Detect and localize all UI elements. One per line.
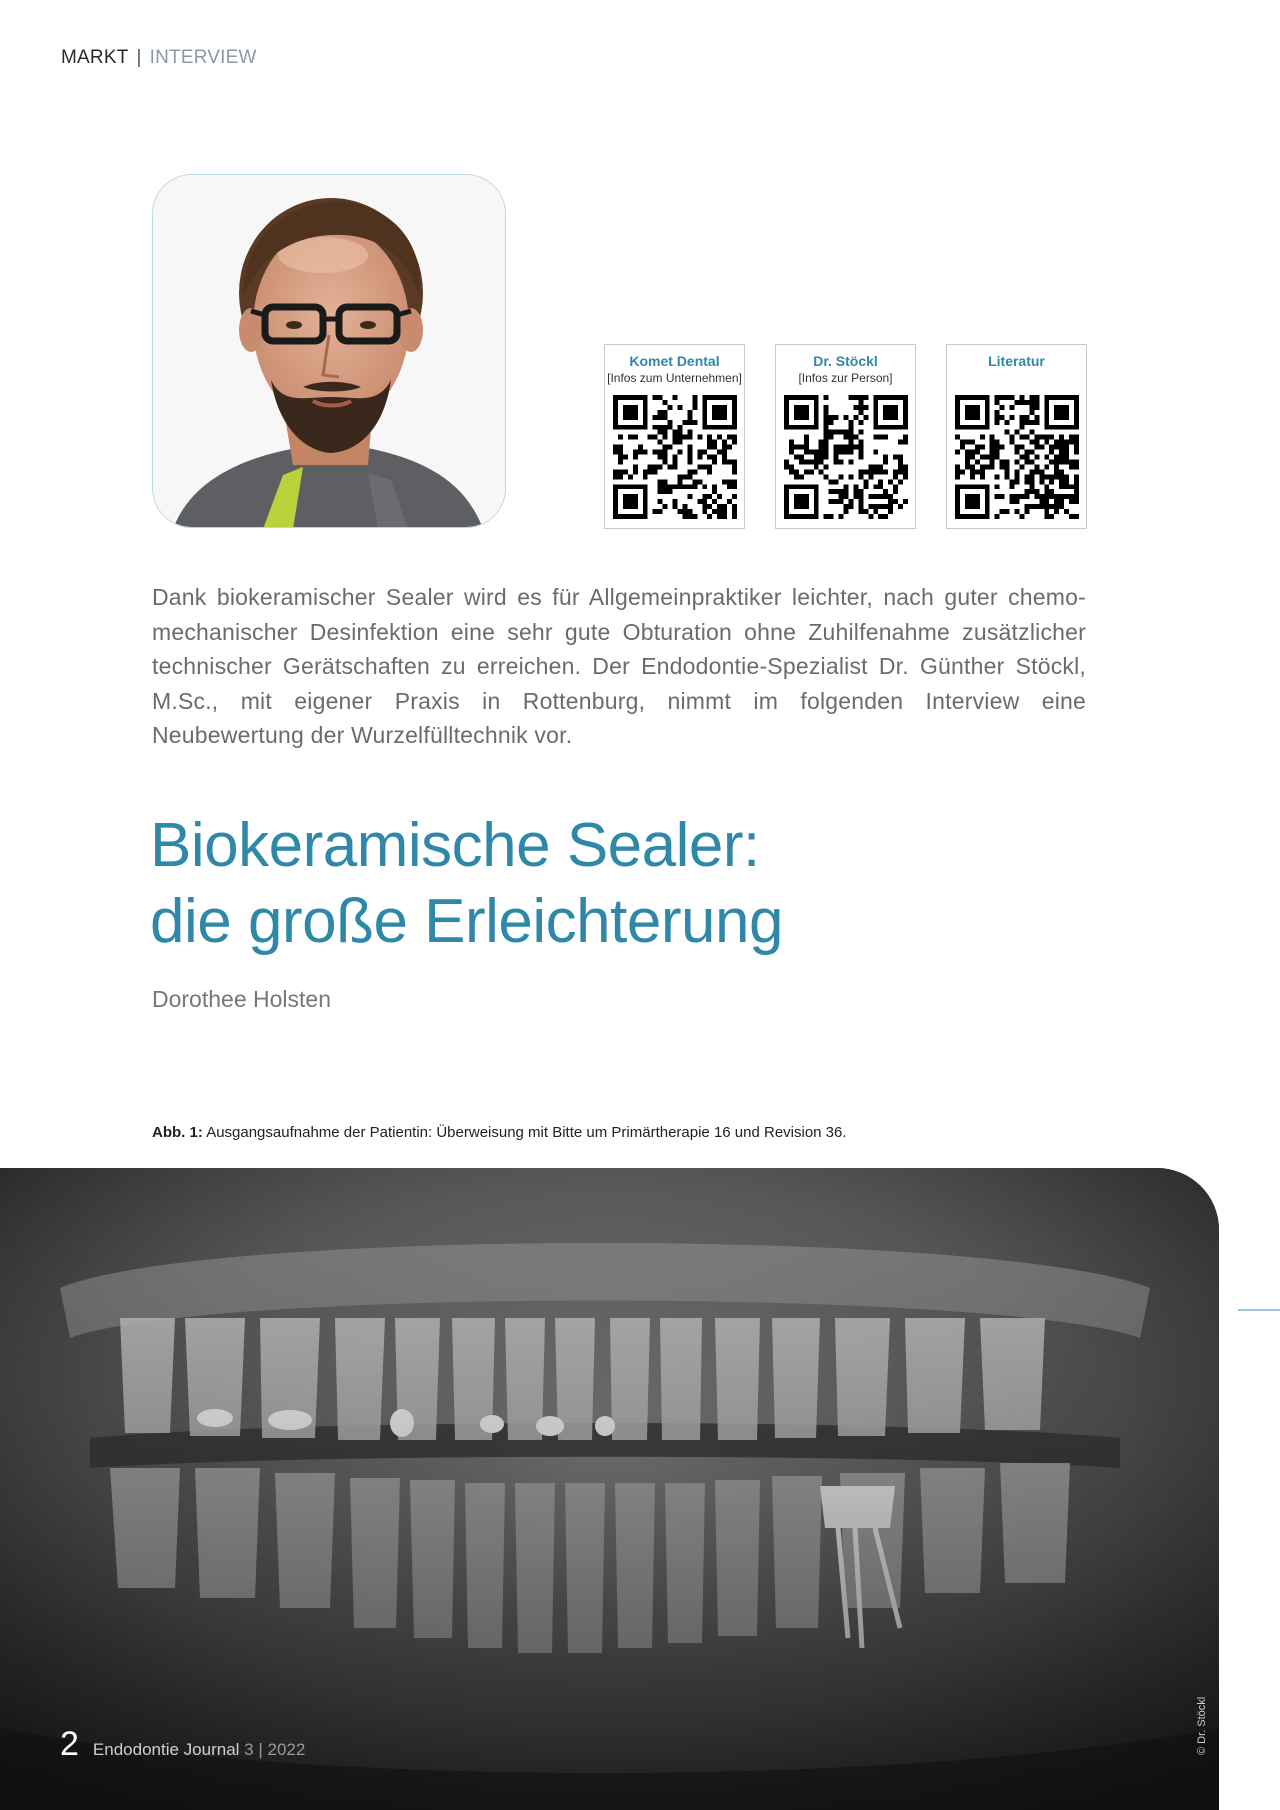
qr-card-literatur[interactable]: [946, 344, 1087, 529]
caption-text: Ausgangsaufnahme der Patientin: Überweisung mit Bitte um Primärtherapie 16 und Revision 36.: [206, 1124, 847, 1141]
qr-code-icon: [613, 395, 737, 519]
section-label: MARKT: [61, 47, 129, 68]
intro-paragraph: Dank biokeramischer Sealer wird es für Allgemeinpraktiker leichter, nach guter chemo-mechanischer Desinfektion eine sehr gute Obturation ohne Zuhilfenahme zusätzlicher technischer Gerätschaften zu erreichen. Der Endodontie-Spezialist Dr. Günther Stöckl, M.Sc., mit eigener Praxis in Rottenburg, nimmt im folgenden Interview eine Neubewertung der Wurzelfülltechnik vor.: [152, 584, 1086, 748]
running-header: [61, 47, 257, 69]
page-number: 2: [60, 1725, 79, 1763]
page-footer: [60, 1725, 305, 1764]
photo-credit: © Dr. Stöckl: [1196, 1696, 1208, 1755]
qr-code-icon: [955, 395, 1079, 519]
figure-caption: [152, 1124, 847, 1141]
qr-card-title: Komet Dental: [629, 353, 720, 369]
qr-card-dr-stoeckl[interactable]: [775, 344, 916, 529]
qr-card-title: Dr. Stöckl: [813, 353, 878, 369]
article-title: [150, 808, 1050, 960]
qr-card-title: Literatur: [988, 353, 1045, 369]
journal-issue: 3 | 2022: [244, 1740, 306, 1759]
panoramic-xray-image: [0, 1168, 1219, 1810]
journal-name: [93, 1740, 305, 1760]
qr-card-subtitle: [Infos zum Unternehmen]: [607, 371, 742, 385]
qr-card-komet-dental[interactable]: [604, 344, 745, 529]
qr-card-subtitle: [Infos zur Person]: [798, 371, 893, 385]
caption-label: Abb. 1:: [152, 1124, 203, 1141]
side-accent-rule: [1238, 1309, 1280, 1311]
title-line-1: Biokeramische Sealer:: [150, 811, 760, 880]
article-author: Dorothee Holsten: [152, 986, 331, 1012]
journal-title: Endodontie Journal: [92, 1740, 240, 1759]
header-separator: |: [136, 47, 142, 68]
qr-card-subtitle: [947, 371, 1086, 385]
subsection-label: INTERVIEW: [149, 47, 257, 68]
author-portrait: [152, 174, 506, 528]
title-line-2: die große Erleichterung: [150, 887, 783, 956]
qr-code-icon: [784, 395, 908, 519]
